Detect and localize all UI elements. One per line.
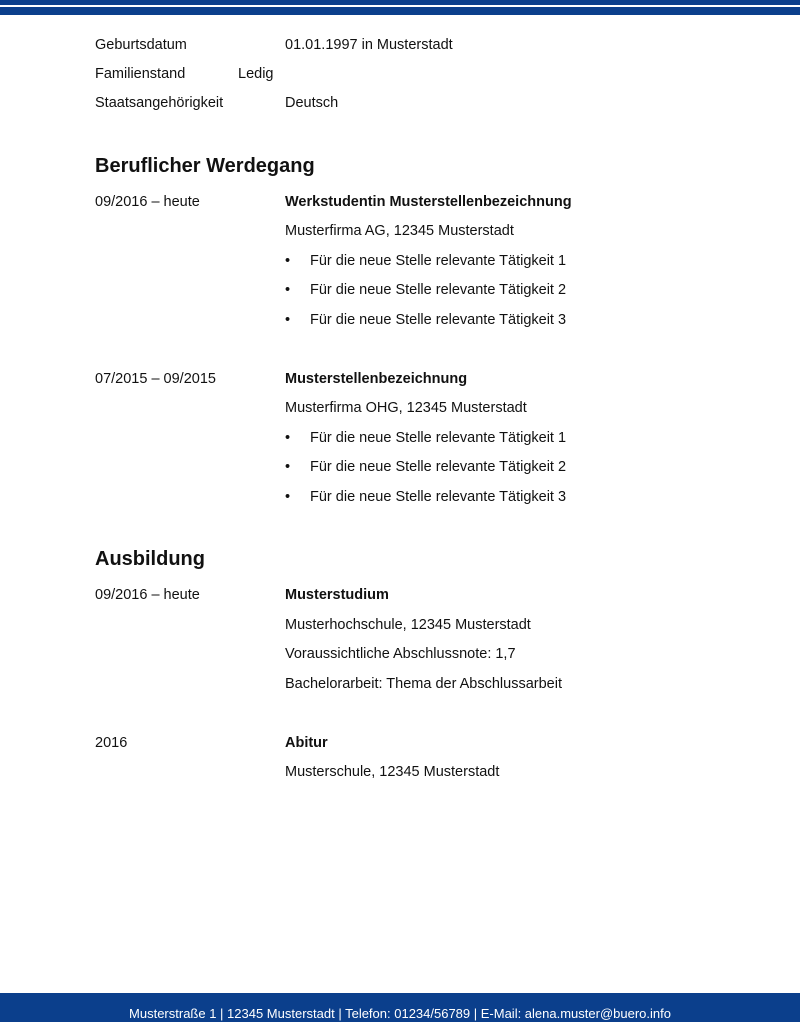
career-title: Musterstellenbezeichnung: [285, 371, 468, 387]
career-task-text: Für die neue Stelle relevante Tätigkeit 2: [310, 459, 567, 475]
education-period: 09/2016 – heute: [95, 587, 200, 603]
top-accent-bar-thick: [0, 7, 800, 15]
career-task-text: Für die neue Stelle relevante Tätigkeit 3: [310, 489, 567, 505]
career-period: 09/2016 – heute: [95, 194, 200, 210]
bullet-icon: •: [285, 282, 291, 298]
bullet-icon: •: [285, 489, 291, 505]
career-title: Werkstudentin Musterstellenbezeichnung: [285, 194, 572, 210]
education-line: Musterhochschule, 12345 Musterstadt: [285, 617, 531, 633]
education-line: Musterschule, 12345 Musterstadt: [285, 764, 500, 780]
education-heading: Ausbildung: [95, 548, 205, 570]
birth-label: Geburtsdatum: [95, 37, 187, 53]
career-task-text: Für die neue Stelle relevante Tätigkeit 3: [310, 312, 567, 328]
top-accent-bar-thin: [0, 0, 800, 5]
top-accent-band: [0, 0, 800, 15]
career-task-text: Für die neue Stelle relevante Tätigkeit 1: [310, 430, 567, 446]
footer-contact-text: Musterstraße 1 | 12345 Musterstadt | Telefon: 01234/56789 | E-Mail: alena.muster@buero.info: [129, 1006, 671, 1021]
career-task-text: Für die neue Stelle relevante Tätigkeit 2: [310, 282, 567, 298]
bullet-icon: •: [285, 253, 291, 269]
career-heading: Beruflicher Werdegang: [95, 155, 315, 177]
career-company: Musterfirma OHG, 12345 Musterstadt: [285, 400, 527, 416]
career-task-text: Für die neue Stelle relevante Tätigkeit 1: [310, 253, 567, 269]
bullet-icon: •: [285, 459, 291, 475]
bullet-icon: •: [285, 312, 291, 328]
footer-contact-bar: [0, 993, 800, 1022]
education-period: 2016: [95, 735, 128, 751]
career-company: Musterfirma AG, 12345 Musterstadt: [285, 223, 514, 239]
education-title: Musterstudium: [285, 587, 389, 603]
career-period: 07/2015 – 09/2015: [95, 371, 216, 387]
nationality-label: Staatsangehörigkeit: [95, 95, 224, 111]
nationality-value: Deutsch: [285, 95, 339, 111]
education-line: Bachelorarbeit: Thema der Abschlussarbeit: [285, 676, 562, 692]
education-title: Abitur: [285, 735, 328, 751]
marital-label: Familienstand: [95, 66, 186, 82]
bullet-icon: •: [285, 430, 291, 446]
marital-value: Ledig: [238, 66, 274, 82]
education-line: Voraussichtliche Abschlussnote: 1,7: [285, 646, 516, 662]
birth-value: 01.01.1997 in Musterstadt: [285, 37, 453, 53]
